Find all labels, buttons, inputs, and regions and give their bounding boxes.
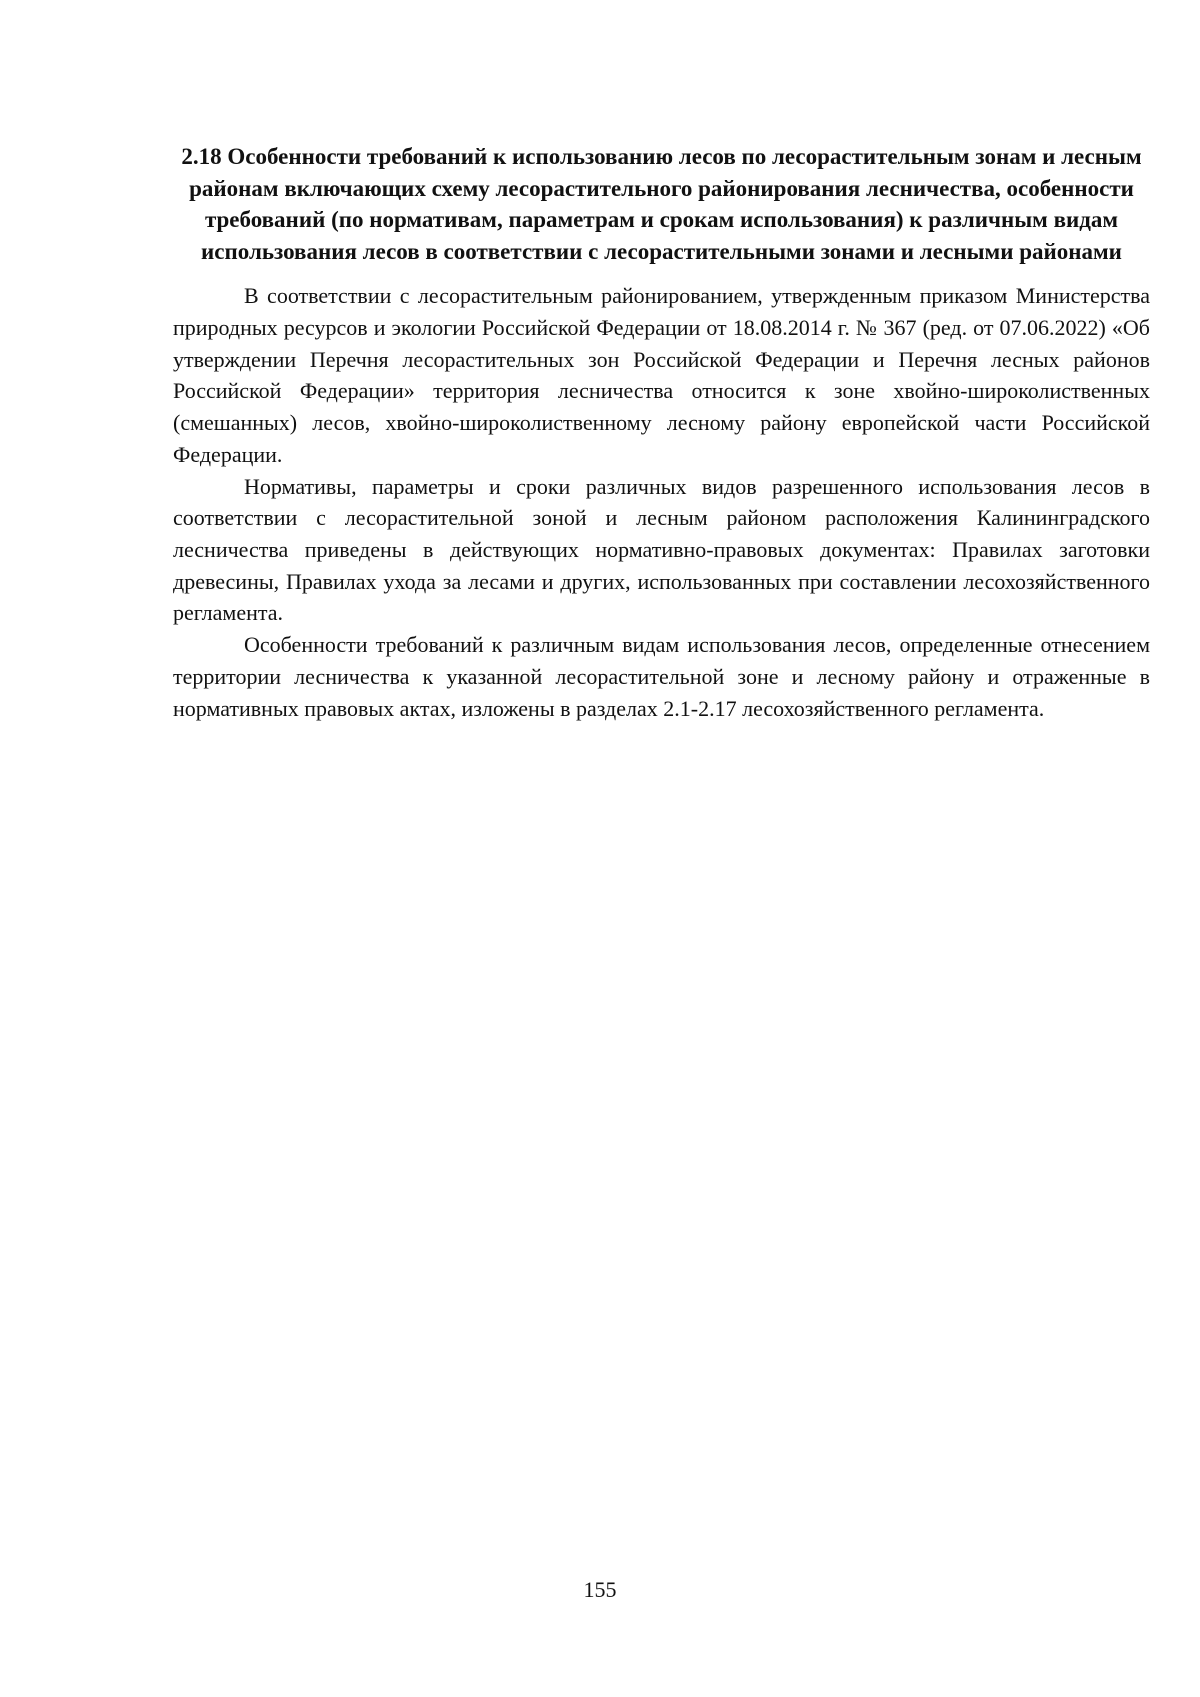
paragraph-requirements: Особенности требований к различным видам использования лесов, определенные отнесением территории лесничества к указанной лесорастительной зоне и лесному району и отраженные в нормативных правовых актах, изложены в разделах 2.1-2.17 лесохозяйственного регламента. bbox=[173, 632, 1150, 721]
page-number: 155 bbox=[583, 1577, 617, 1602]
page-content bbox=[173, 141, 1150, 724]
section-heading: 2.18 Особенности требований к использованию лесов по лесорастительным зонам и лесным районам включающих схему лесорастительного районирования лесничества, особенности требований (по нормативам, параметрам и срокам использования) к различным видам использования лесов в соответствии с лесорастительными зонами и лесными районами bbox=[181, 144, 1142, 264]
paragraph-zoning: В соответствии с лесорастительным районированием, утвержденным приказом Министерства природных ресурсов и экологии Российской Федерации от 18.08.2014 г. № 367 (ред. от 07.06.2022) «Об утверждении Перечня лесорастительных зон Российской Федерации и Перечня лесных районов Российской Федерации» территория лесничества относится к зоне хвойно-широколиственных (смешанных) лесов, хвойно-широколиственному лесному району европейской части Российской Федерации. bbox=[173, 283, 1150, 467]
body-text bbox=[173, 280, 1150, 724]
paragraph-norms: Нормативы, параметры и сроки различных видов разрешенного использования лесов в соответствии с лесорастительной зоной и лесным районом расположения Калининградского лесничества приведены в действующих нормативно-правовых документах: Правилах заготовки древесины, Правилах ухода за лесами и других, использованных при составлении лесохозяйственного регламента. bbox=[173, 473, 1150, 626]
